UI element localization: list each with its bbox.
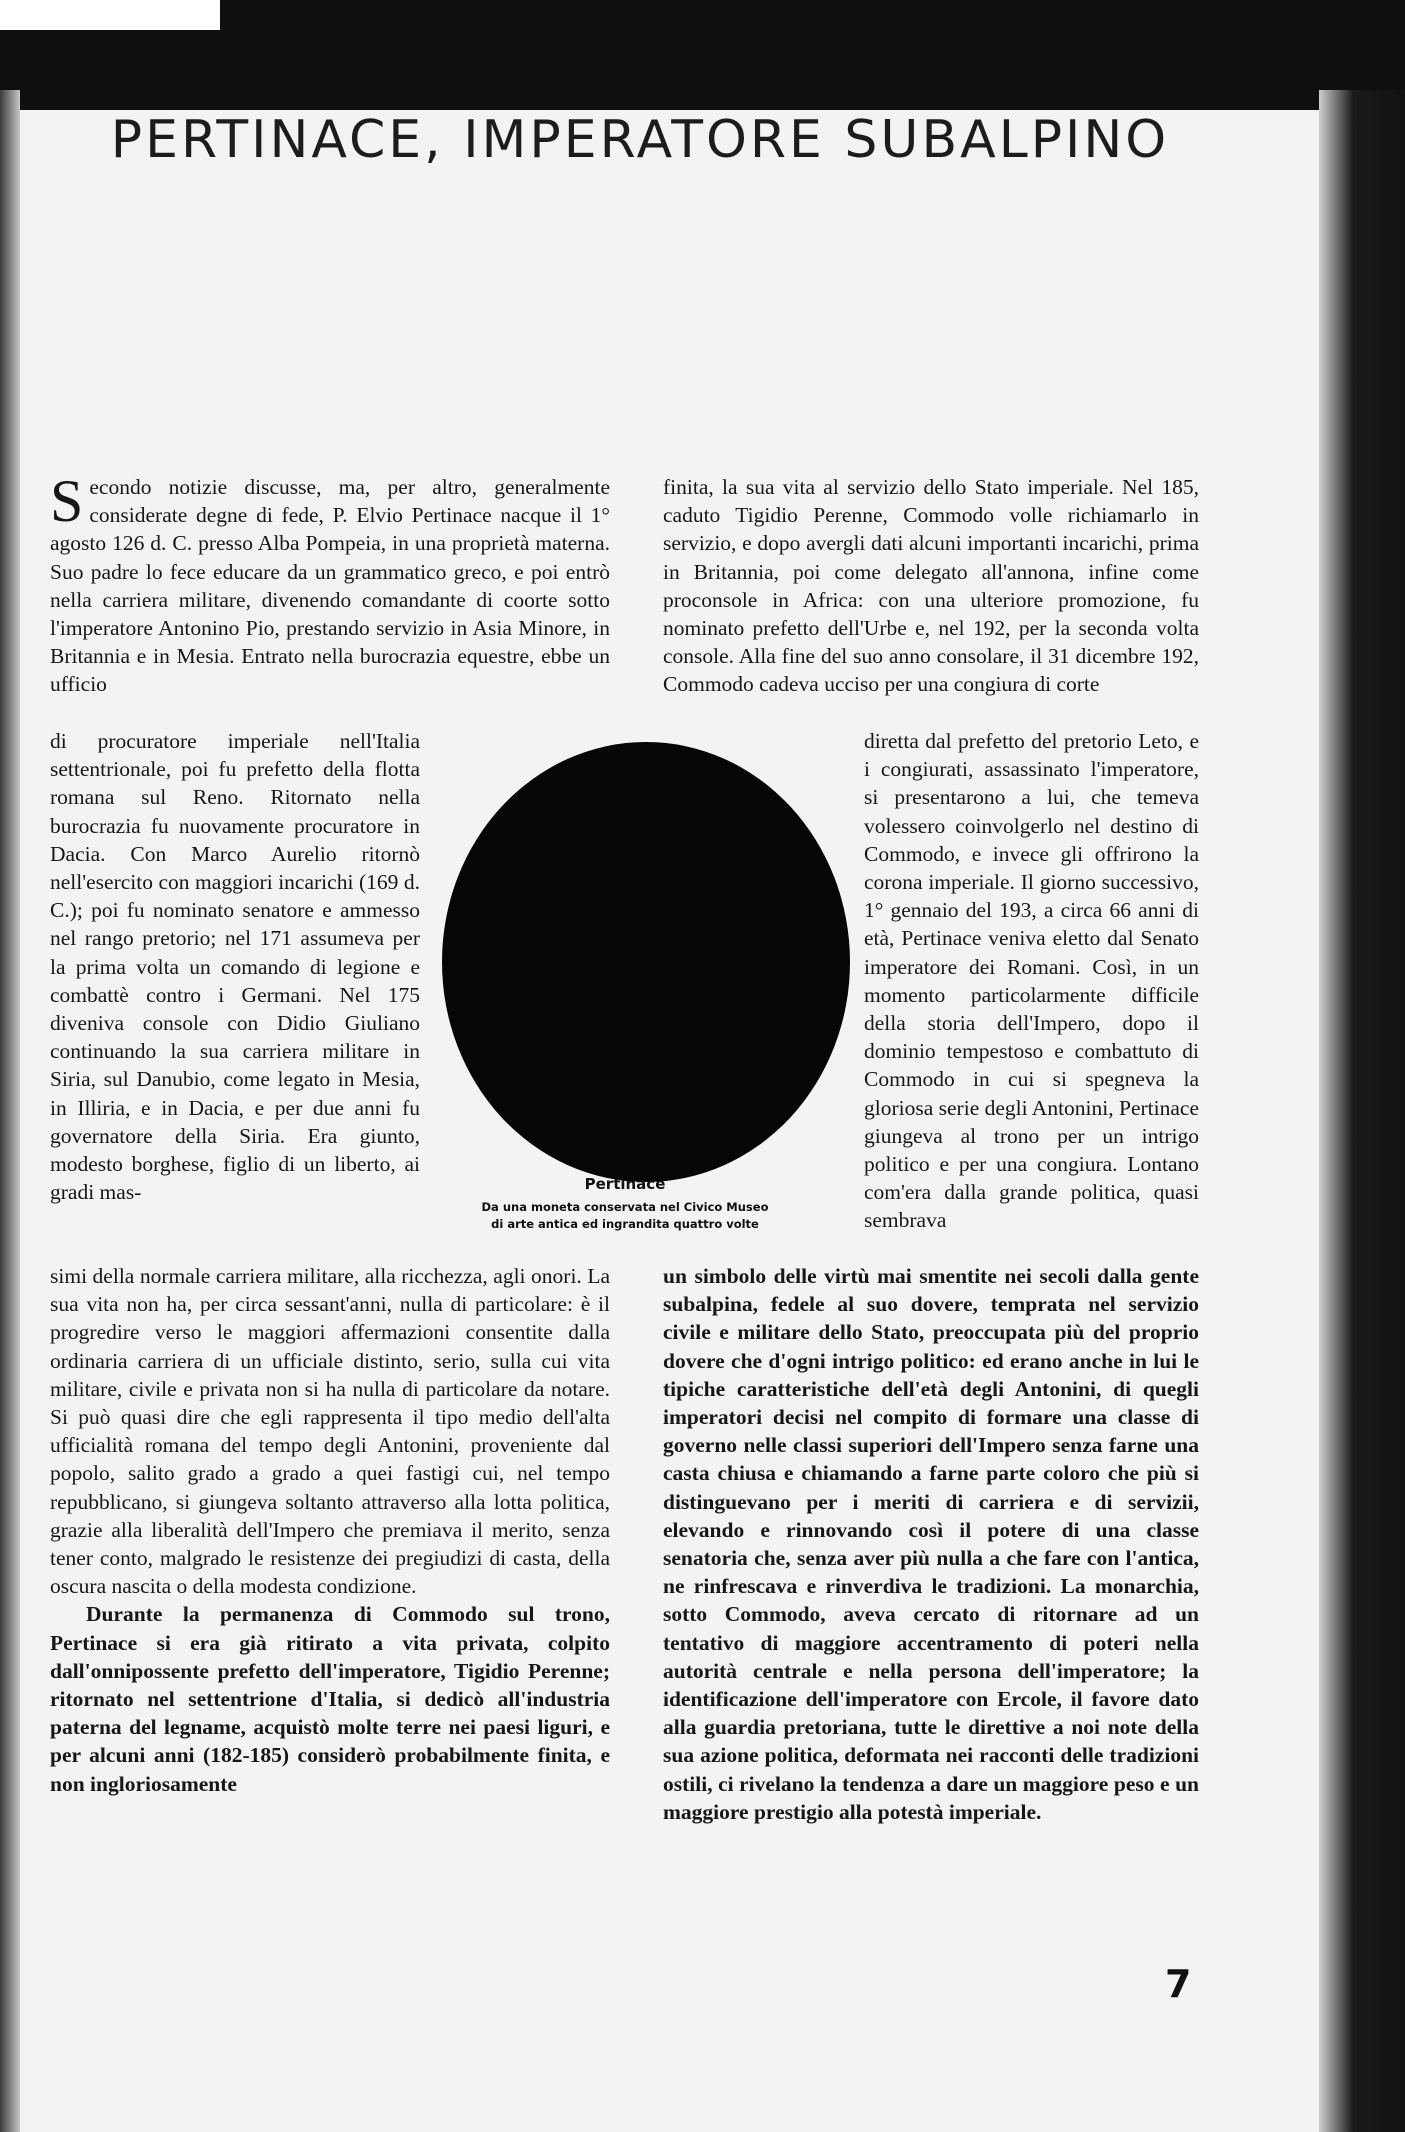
page-number: 7 xyxy=(1165,1962,1192,2006)
virtues-paragraph: un simbolo delle virtù mai smentite nei secoli dalla gente subalpina, fedele al suo dovere, temprata nel servizio civile e militare dello Stato, preoccupata più del proprio dovere che d'ogni intrigo politico: ed erano anche in lui le tipiche caratteristiche dell'età degli Antonini, di quegli imperatori decisi nel compito di formare una classe di governo nelle classi superiori dell'Impero senza farne una casta chiusa e chiamando a farne parte coloro che più si distinguevano per i meriti di carriera e di servizii, elevando e rinnovando così il potere di una classe senatoria che, senza aver più nulla a che fare con l'antica, ne rinfrescava e rinverdiva le tradizioni. La monarchia, sotto Commodo, aveva cercato di ritornare ad un tentativo di maggiore accentramento di poteri nella autorità centrale e nella persona dell'imperatore; la identificazione dell'imperatore con Ercole, il favore dato alla guardia pretoriana, tutte le direttive a noi note della sua azione politica, deformata nei racconti delle tradizioni ostili, ci rivelano la tendenza a dare un maggiore peso e un maggiore prestigio alla potestà imperiale. xyxy=(663,1264,1199,1824)
right-column-top xyxy=(663,473,1199,699)
drop-cap: S xyxy=(50,468,84,534)
left-column-top xyxy=(50,468,610,699)
coin-portrait-image xyxy=(442,742,850,1182)
career-paragraph: di procuratore imperiale nell'Italia settentrionale, poi fu prefetto della flotta romana sul Reno. Ritornato nella burocrazia fu nuovamente procuratore in Dacia. Con Marco Aurelio ritornò nell'esercito con maggiori incarichi (169 d. C.); poi fu nominato senatore e ammesso nel rango pretorio; nel 171 assumeva per la prima volta un comando di legione e combattè contro i Germani. Nel 175 diveniva console con Didio Giuliano continuando la sua carriera militare in Siria, sul Danubio, come legato in Mesia, in Illiria, e in Dacia, e per due anni fu governatore della Siria. Era giunto, modesto borghese, figlio di un liberto, ai gradi mas- xyxy=(50,729,420,1205)
conspiracy-paragraph: diretta dal prefetto del pretorio Leto, e i congiurati, assassinato l'imperatore, si presentarono a lui, che temeva volessero coinvolgerlo nel destino di Commodo, e invece gli offrirono la corona imperiale. Il giorno successivo, 1° gennaio del 193, a circa 66 anni di età, Pertinace veniva eletto dal Senato imperatore dei Romani. Così, in un momento particolarmente difficile della storia dell'Impero, dopo il dominio tempestoso e combattuto di Commodo in cui si spegneva la gloriosa serie degli Antonini, Pertinace giungeva al trono per un intrigo politico e per una congiura. Lontano com'era dalla grande politica, quasi sembrava xyxy=(864,729,1199,1233)
article-title: PERTINACE, IMPERATORE SUBALPINO xyxy=(110,110,1170,170)
scan-border-notch xyxy=(0,0,220,30)
scan-dark-border-left xyxy=(0,90,20,2132)
commodo-paragraph-text: Durante la permanenza di Commodo sul trono, Pertinace si era già ritirato a vita privata, colpito dall'onnipossente prefetto dell'imperatore, Tigidio Perenne; ritornato nel settentrione d'Italia, si dedicò all'industria paterna del legname, acquistò molte terre nei paesi liguri, e per alcuni anni (182-185) considerò probabilmente finita, e non ingloriosamente xyxy=(50,1602,610,1796)
scan-dark-border-right xyxy=(1319,90,1405,2132)
opening-text: econdo notizie discusse, ma, per altro, generalmente considerate degne di fede, P. Elvio Pertinace nacque il 1° agosto 126 d. C. presso Alba Pompeia, in una proprietà materna. Suo padre lo fece educare da un grammatico greco, e poi entrò nella carriera militare, divenendo comandante di coorte sotto l'imperatore Antonino Pio, prestando servizio in Asia Minore, in Britannia e in Mesia. Entrato nella burocrazia equestre, ebbe un ufficio xyxy=(50,475,610,697)
caption-line-1: Da una moneta conservata nel Civico Museo xyxy=(481,1200,769,1214)
opening-paragraph xyxy=(50,468,610,699)
commodo-paragraph xyxy=(50,1600,610,1797)
caption-line-2: di arte antica ed ingrandita quattro volte xyxy=(491,1217,759,1231)
left-column-beside-figure xyxy=(50,727,420,1206)
career-summary-paragraph: simi della normale carriera militare, alla ricchezza, agli onori. La sua vita non ha, per circa sessant'anni, nulla di particolare: è il progredire verso le maggiori affermazioni consentite dalla ordinaria carriera di un ufficiale distinto, serio, sulla cui vita militare, civile e privata non si ha nulla di particolare da notare. Si può quasi dire che egli rappresenta il tipo medio dell'alta ufficialità romana del tempo degli Antonini, proveniente dal popolo, salito grado a grado a quei fastigi cui, nel tempo repubblicano, si giungeva soltanto attraverso alla lotta politica, grazie alla liberalità dell'Impero che premiava il merito, senza tener conto, malgrado le resistenze dei pregiudizi di casta, della oscura nascita o della modesta condizione. xyxy=(50,1264,610,1599)
figure-caption xyxy=(425,1175,825,1233)
right-column-bottom xyxy=(663,1262,1199,1826)
recall-paragraph: finita, la sua vita al servizio dello Stato imperiale. Nel 185, caduto Tigidio Perenne, Commodo volle richiamarlo in servizio, e dopo avergli dati alcuni importanti incarichi, prima in Britannia, poi come delegato all'annona, infine come proconsole in Africa: con una ulteriore promozione, fu nominato prefetto dell'Urbe e, nel 192, per la seconda volta console. Alla fine del suo anno consolare, il 31 dicembre 192, Commodo cadeva ucciso per una congiura di corte xyxy=(663,475,1199,697)
caption-title: Pertinace xyxy=(584,1175,666,1193)
right-column-beside-figure xyxy=(864,727,1199,1235)
left-column-bottom xyxy=(50,1262,610,1798)
